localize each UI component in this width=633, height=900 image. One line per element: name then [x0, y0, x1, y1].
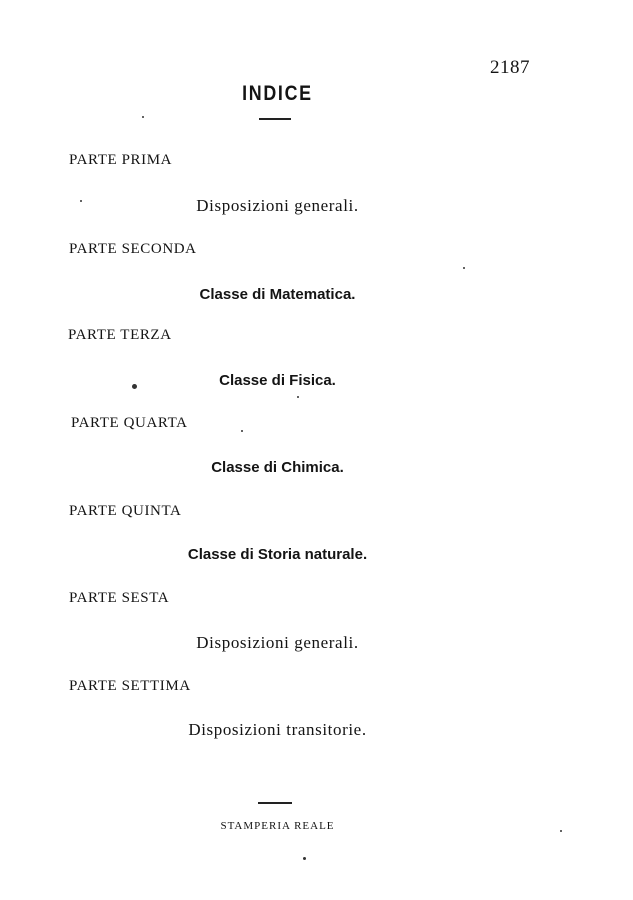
section-title-sesta: Disposizioni generali. [196, 633, 359, 652]
part-label-sesta: PARTE SESTA [69, 590, 170, 606]
title-rule [259, 118, 291, 120]
section-title-prima: Disposizioni generali. [196, 196, 359, 215]
ink-speck [297, 396, 299, 398]
part-label-terza: PARTE TERZA [68, 327, 172, 343]
part-label-quinta: PARTE QUINTA [69, 503, 182, 519]
ink-speck [463, 267, 465, 269]
ink-speck [80, 200, 82, 202]
section-title-quinta: Classe di Storia naturale. [187, 546, 368, 563]
ink-speck [142, 116, 144, 118]
section-title-seconda: Classe di Matematica. [199, 286, 356, 303]
part-label-prima: PARTE PRIMA [69, 152, 173, 168]
part-label-settima: PARTE SETTIMA [69, 678, 191, 694]
section-title-settima: Disposizioni transitorie. [188, 720, 367, 739]
part-label-seconda: PARTE SECONDA [69, 241, 197, 257]
part-label-quarta: PARTE QUARTA [71, 415, 188, 431]
ink-speck [241, 430, 243, 432]
footer-rule [258, 802, 292, 804]
section-title-terza: Classe di Fisica. [219, 372, 336, 389]
ink-speck [560, 830, 562, 832]
page-title: INDICE [242, 82, 313, 105]
ink-speck [303, 857, 306, 860]
ink-speck [132, 384, 137, 389]
section-title-quarta: Classe di Chimica. [211, 459, 344, 476]
page-number: 2187 [490, 57, 530, 78]
printer-imprint: STAMPERIA REALE [220, 820, 335, 832]
